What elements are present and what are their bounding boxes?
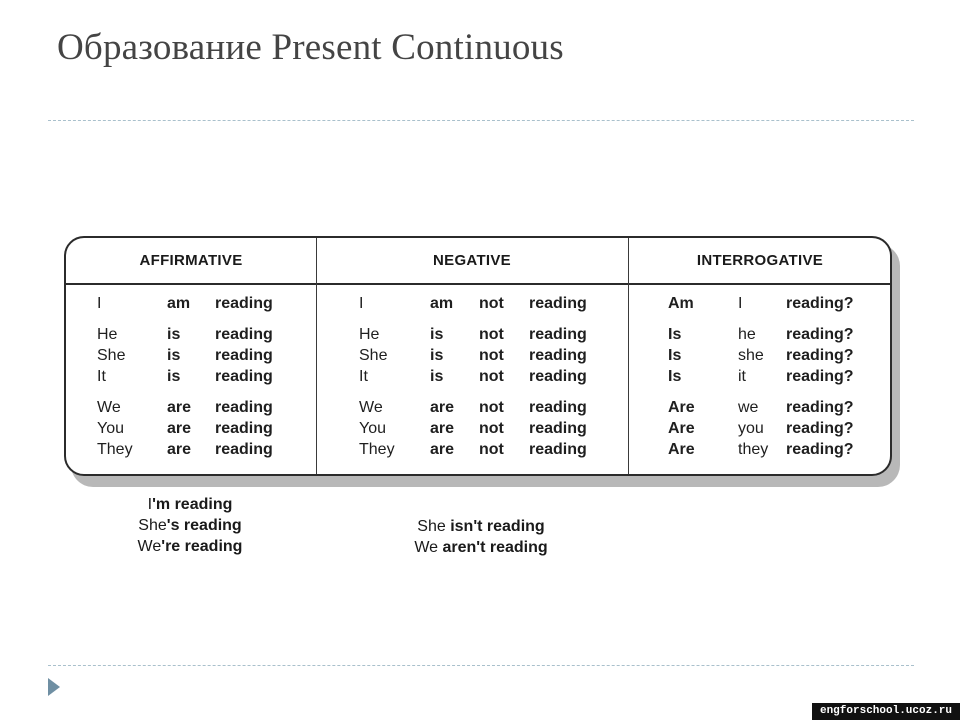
- negative-row-5-col-1: We: [359, 399, 383, 416]
- affirmative-row-1-col-2: am: [167, 295, 191, 312]
- affirmative-row-4-col-3: reading: [215, 368, 273, 385]
- negative-row-6-col-2: are: [430, 420, 455, 437]
- negative-row-6-col-3: not: [479, 420, 504, 437]
- negative-row-2-col-1: He: [359, 326, 380, 343]
- negative-row-4-col-3: not: [479, 368, 504, 385]
- contraction-form: 'm reading: [152, 496, 233, 513]
- negative-row-6-col-1: You: [359, 420, 386, 437]
- affirmative-row-4-col-2: is: [167, 368, 181, 385]
- interrogative-row-5-col-2: we: [738, 399, 759, 416]
- affirmative-row-1-col-3: reading: [215, 295, 273, 312]
- top-divider: [48, 120, 914, 121]
- negative-row-4-col-1: It: [359, 368, 368, 385]
- negative-row-2-col-4: reading: [529, 326, 587, 343]
- contraction-subject: We: [414, 539, 439, 556]
- affirmative-row-7-col-1: They: [97, 441, 133, 458]
- affirmative-row-1-col-1: I: [97, 295, 102, 312]
- contraction-form: 's reading: [166, 517, 242, 534]
- interrogative-row-7-col-1: Are: [668, 441, 695, 458]
- header-rule: [66, 283, 890, 285]
- header-negative: NEGATIVE: [433, 252, 511, 269]
- affirmative-row-5-col-3: reading: [215, 399, 273, 416]
- affirmative-row-6-col-2: are: [167, 420, 192, 437]
- bottom-divider: [48, 665, 914, 666]
- affirmative-row-7-col-3: reading: [215, 441, 273, 458]
- affirmative-row-2-col-2: is: [167, 326, 181, 343]
- interrogative-row-4-col-1: Is: [668, 368, 682, 385]
- contraction-subject: We: [137, 538, 162, 555]
- interrogative-row-7-col-3: reading?: [786, 441, 854, 458]
- interrogative-row-1-col-3: reading?: [786, 295, 854, 312]
- affirmative-row-3-col-3: reading: [215, 347, 273, 364]
- interrogative-row-2-col-3: reading?: [786, 326, 854, 343]
- negative-row-4-col-4: reading: [529, 368, 587, 385]
- negative-row-3-col-4: reading: [529, 347, 587, 364]
- negative-row-6-col-4: reading: [529, 420, 587, 437]
- negative-row-4-col-2: is: [430, 368, 444, 385]
- negative-row-1-col-2: am: [430, 295, 454, 312]
- header-interrogative: INTERROGATIVE: [696, 252, 824, 269]
- affirmative-row-6-col-3: reading: [215, 420, 273, 437]
- contraction-form: aren't reading: [438, 539, 548, 556]
- affirmative-row-4-col-1: It: [97, 368, 106, 385]
- affirmative-contraction-2: [70, 517, 310, 535]
- affirmative-row-2-col-1: He: [97, 326, 118, 343]
- affirmative-contraction-3: [70, 538, 310, 556]
- negative-row-1-col-1: I: [359, 295, 364, 312]
- affirmative-row-6-col-1: You: [97, 420, 124, 437]
- interrogative-row-2-col-2: he: [738, 326, 756, 343]
- column-divider-1: [316, 238, 317, 474]
- affirmative-row-3-col-2: is: [167, 347, 181, 364]
- affirmative-row-5-col-1: We: [97, 399, 121, 416]
- negative-row-3-col-3: not: [479, 347, 504, 364]
- affirmative-contraction-1: [70, 496, 310, 514]
- interrogative-row-1-col-2: I: [738, 295, 743, 312]
- grammar-table: [64, 236, 892, 476]
- interrogative-row-6-col-3: reading?: [786, 420, 854, 437]
- contraction-subject: She: [138, 517, 167, 534]
- contraction-subject: I: [147, 496, 153, 513]
- negative-row-2-col-3: not: [479, 326, 504, 343]
- negative-row-7-col-3: not: [479, 441, 504, 458]
- interrogative-row-7-col-2: they: [738, 441, 769, 458]
- interrogative-row-6-col-1: Are: [668, 420, 695, 437]
- affirmative-row-3-col-1: She: [97, 347, 126, 364]
- negative-row-7-col-2: are: [430, 441, 455, 458]
- interrogative-row-4-col-3: reading?: [786, 368, 854, 385]
- contraction-subject: She: [417, 518, 446, 535]
- interrogative-row-6-col-2: you: [738, 420, 764, 437]
- negative-row-1-col-4: reading: [529, 295, 587, 312]
- column-divider-2: [628, 238, 629, 474]
- interrogative-row-3-col-3: reading?: [786, 347, 854, 364]
- interrogative-row-5-col-1: Are: [668, 399, 695, 416]
- negative-contraction-2: [361, 539, 601, 557]
- negative-row-5-col-2: are: [430, 399, 455, 416]
- negative-row-2-col-2: is: [430, 326, 444, 343]
- negative-row-3-col-2: is: [430, 347, 444, 364]
- interrogative-row-3-col-1: Is: [668, 347, 682, 364]
- watermark-text: engforschool.ucoz.ru: [812, 703, 960, 720]
- negative-row-7-col-4: reading: [529, 441, 587, 458]
- negative-row-5-col-4: reading: [529, 399, 587, 416]
- interrogative-row-4-col-2: it: [738, 368, 746, 385]
- negative-row-1-col-3: not: [479, 295, 504, 312]
- negative-row-3-col-1: She: [359, 347, 388, 364]
- header-affirmative: AFFIRMATIVE: [139, 252, 243, 269]
- affirmative-row-7-col-2: are: [167, 441, 192, 458]
- contraction-form: 're reading: [161, 538, 243, 555]
- negative-row-7-col-1: They: [359, 441, 395, 458]
- contraction-form: isn't reading: [445, 518, 545, 535]
- interrogative-row-2-col-1: Is: [668, 326, 682, 343]
- negative-contraction-1: [361, 518, 601, 536]
- affirmative-row-5-col-2: are: [167, 399, 192, 416]
- affirmative-row-2-col-3: reading: [215, 326, 273, 343]
- interrogative-row-3-col-2: she: [738, 347, 764, 364]
- interrogative-row-5-col-3: reading?: [786, 399, 854, 416]
- slide-title: Образование Present Continuous: [57, 27, 564, 68]
- triangle-right-icon[interactable]: [48, 678, 60, 696]
- negative-row-5-col-3: not: [479, 399, 504, 416]
- interrogative-row-1-col-1: Am: [668, 295, 694, 312]
